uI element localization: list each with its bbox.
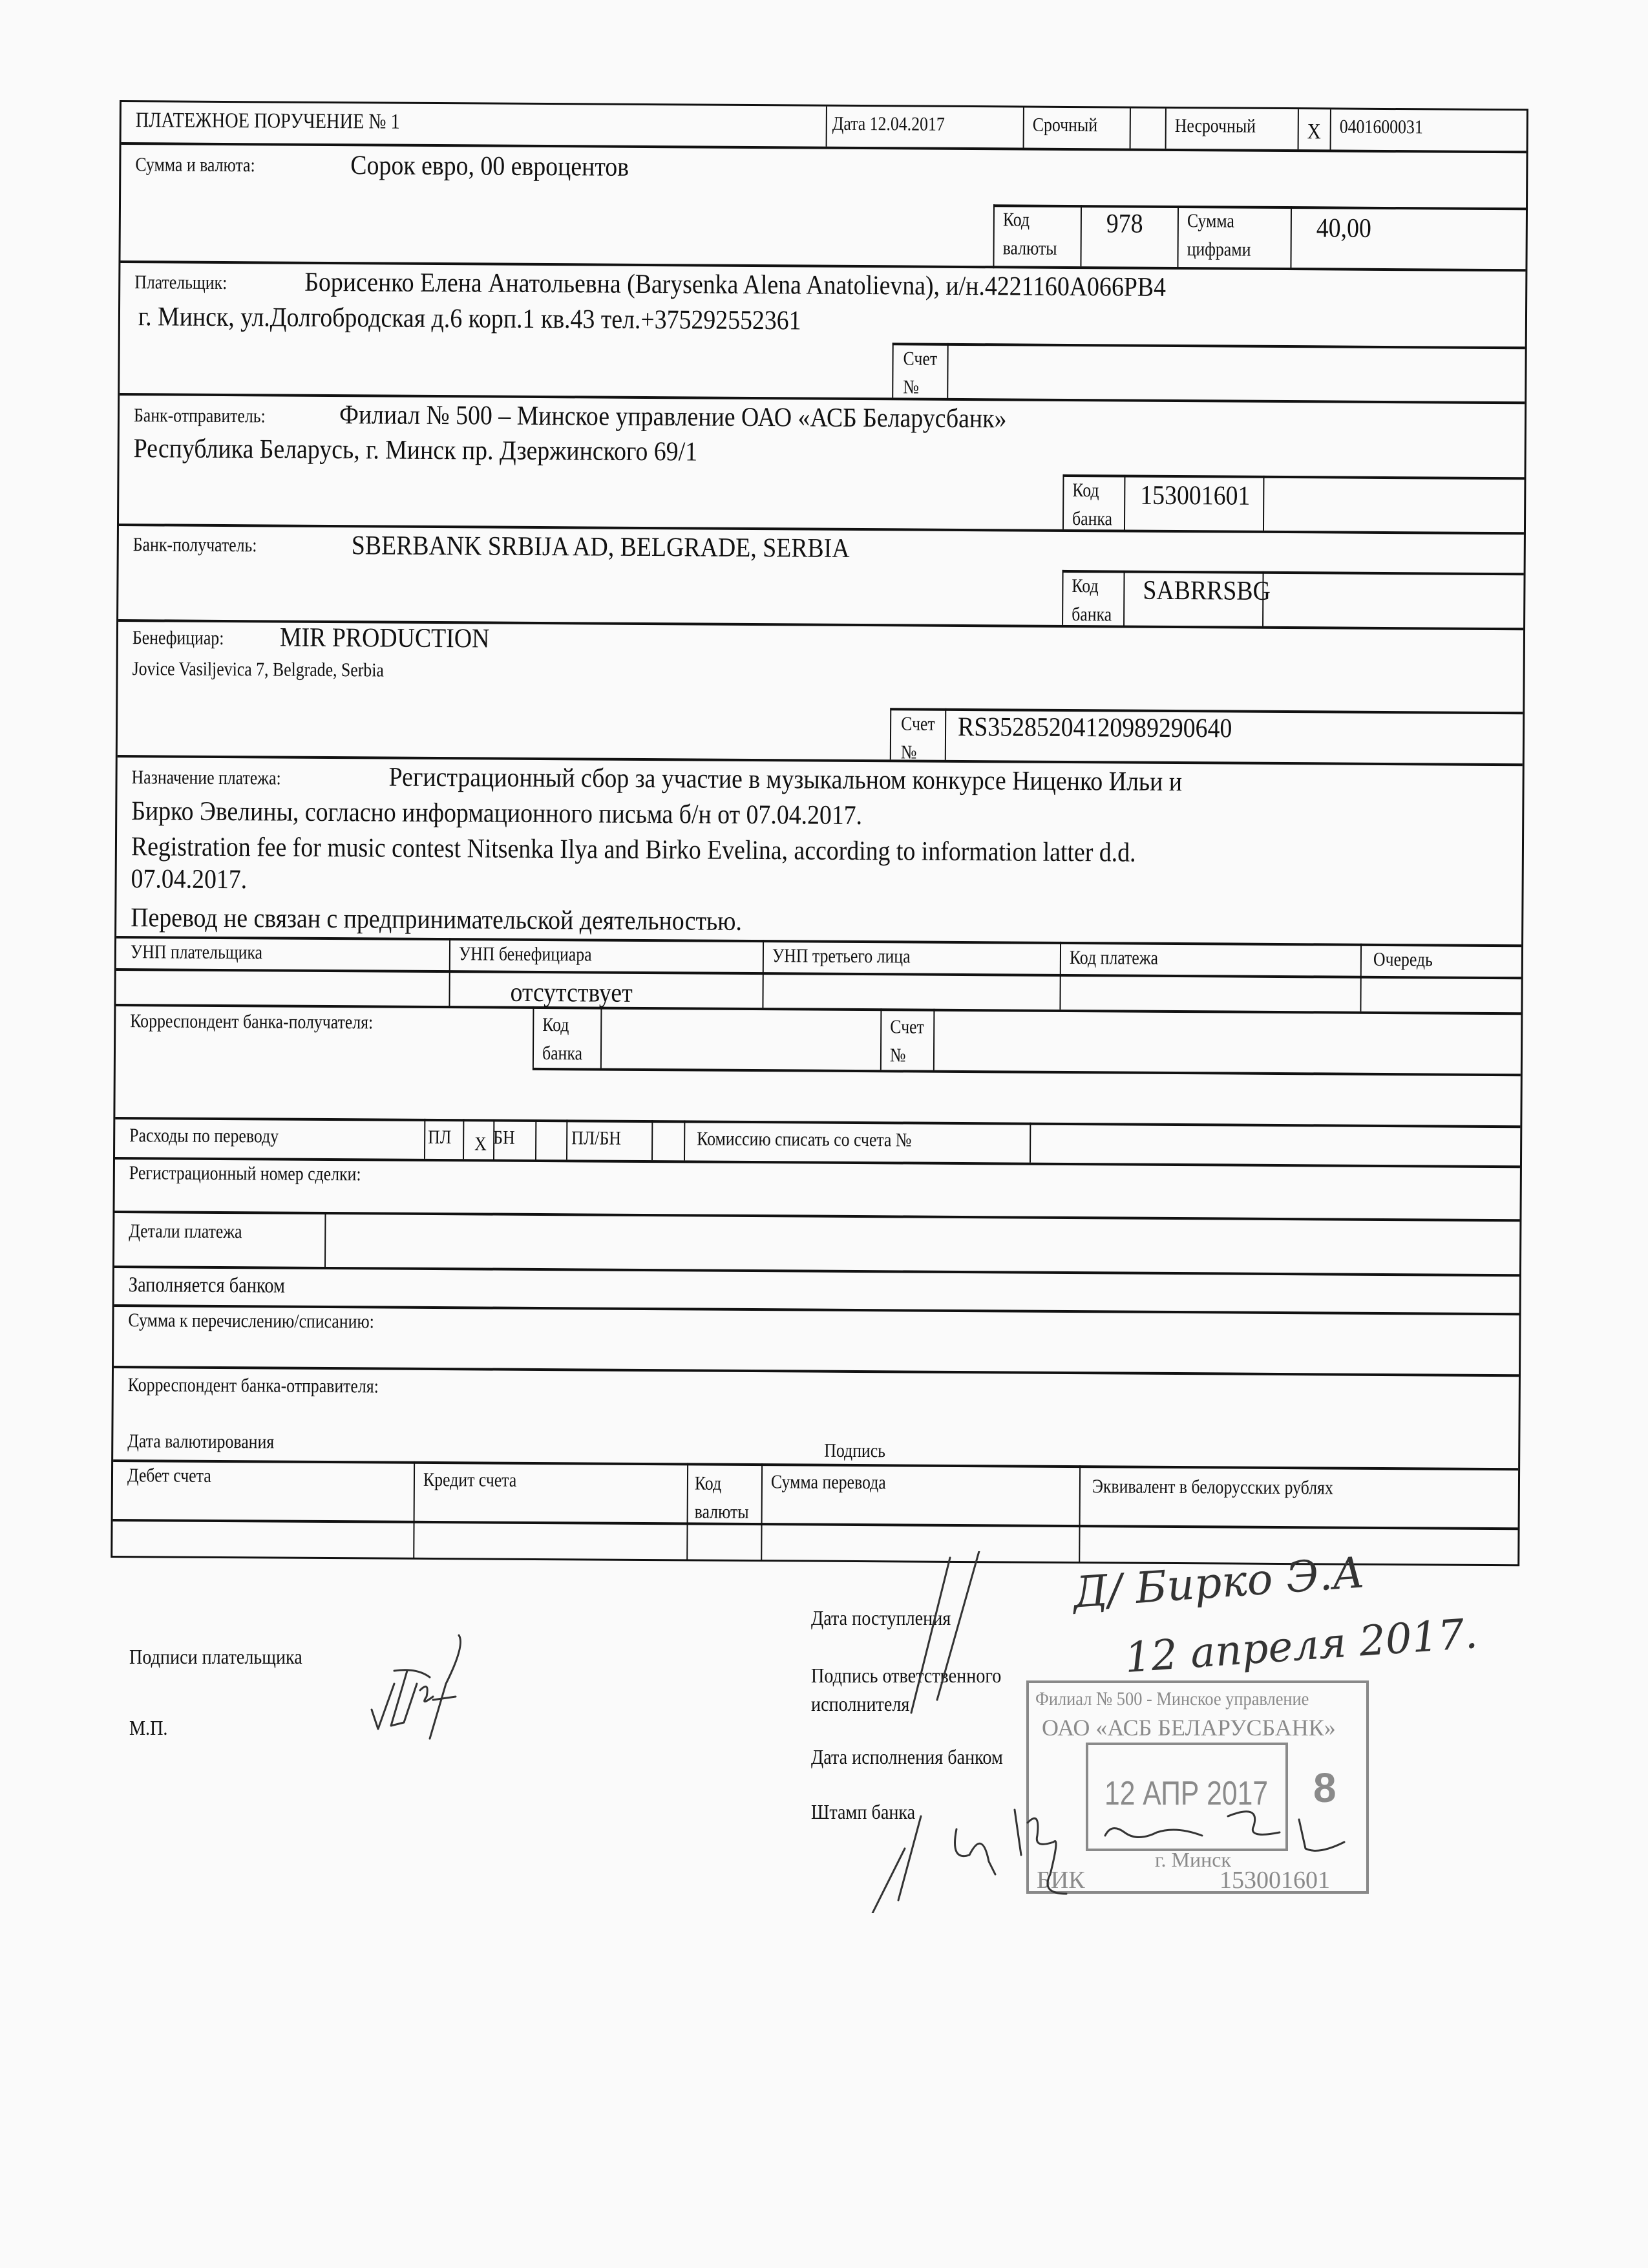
- fee-option-beneficiary-label: БН: [493, 1127, 515, 1149]
- purpose-line-4: 07.04.2017.: [131, 864, 248, 895]
- purpose-line-3: Registration fee for music contest Nitsenka Ilya and Birko Evelina, according to information latter d.d.: [131, 832, 1136, 868]
- stamp-signature-icon: [1008, 1797, 1370, 1900]
- payer-name: Борисенко Елена Анатольевна (Barysenka Alena Anatolievna), и/н.4221160А066РВ4: [304, 267, 1167, 302]
- currency-code-label: Код валюты: [1002, 209, 1057, 259]
- handwritten-note-line-1: Д/ Бирко Э.А: [1071, 1547, 1366, 1618]
- currency-code: 978: [1106, 209, 1143, 239]
- value-date-label: Дата валютирования: [127, 1430, 275, 1453]
- fee-option-beneficiary-checkbox[interactable]: X: [474, 1133, 487, 1155]
- bank-signature-label: Подпись: [824, 1439, 886, 1462]
- non-urgent-checkbox[interactable]: X: [1307, 120, 1321, 144]
- payer-signature-icon: [368, 1632, 485, 1742]
- sender-bank-label: Банк-отправитель:: [133, 405, 266, 427]
- beneficiary-name: MIR PRODUCTION: [279, 622, 490, 654]
- payer-label: Плательщик:: [134, 271, 227, 294]
- beneficiary-account-label: Счет №: [900, 713, 935, 763]
- payer-address: г. Минск, ул.Долгобродская д.6 корп.1 кв.43 тел.+375292552361: [138, 302, 801, 336]
- stamp-bank-name: ОАО «АСБ БЕЛАРУСБАНК»: [1042, 1715, 1336, 1741]
- bank-section-title: Заполняется банком: [128, 1273, 286, 1298]
- stamp-bik: 153001601: [1220, 1867, 1330, 1894]
- handwritten-note-line-2: 12 апреля 2017.: [1123, 1610, 1479, 1682]
- beneficiary-account: RS35285204120989290640: [957, 712, 1232, 744]
- commission-account-label: Комиссию списать со счета №: [697, 1128, 912, 1151]
- payment-order-form: [111, 100, 1528, 1566]
- ledger-header-debit: Дебет счета: [127, 1465, 211, 1487]
- amount-digits: 40,00: [1316, 213, 1372, 244]
- stamp-branch: Филиал № 500 - Минское управление: [1035, 1688, 1309, 1710]
- stamp-number: 8: [1313, 1765, 1336, 1811]
- ledger-header-transfer-amount: Сумма перевода: [770, 1471, 886, 1494]
- unp-beneficiary-value: отсутствует: [510, 977, 633, 1008]
- deal-registration-label: Регистрационный номер сделки:: [129, 1162, 361, 1185]
- bank-stamp-label: Штамп банка: [811, 1800, 916, 1823]
- recipient-bank-code-label: Код банка: [1072, 575, 1112, 626]
- purpose-line-1: Регистрационный сбор за участие в музыкальном конкурсе Ниценко Ильи и: [388, 762, 1183, 798]
- correspondent-code-label: Код банка: [542, 1014, 583, 1065]
- ledger-header-currency-code: Код валюты: [694, 1472, 749, 1523]
- sum-to-transfer-label: Сумма к перечислению/списанию:: [128, 1309, 374, 1333]
- amount-label: Сумма и валюта:: [135, 154, 255, 176]
- payer-signatures-label: Подписи плательщика: [129, 1645, 302, 1668]
- fee-option-payer-label: ПЛ: [428, 1126, 452, 1149]
- purpose-line-5: Перевод не связан с предпринимательской деятельностью.: [131, 903, 743, 937]
- stamp-date: 12 АПР 2017: [1104, 1775, 1269, 1812]
- receipt-date-label: Дата поступления: [811, 1606, 951, 1629]
- urgent-label: Срочный: [1032, 114, 1098, 136]
- payment-details-label: Детали платежа: [129, 1220, 242, 1243]
- purpose-label: Назначение платежа:: [131, 767, 281, 789]
- unp-header-third-party: УНП третьего лица: [772, 945, 911, 968]
- beneficiary-label: Бенефициар:: [132, 627, 224, 650]
- payer-account-label: Счет №: [903, 348, 938, 398]
- order-date: 12.04.2017: [869, 113, 945, 135]
- fees-label: Расходы по переводу: [129, 1125, 279, 1147]
- ledger-header-credit: Кредит счета: [423, 1468, 517, 1491]
- ledger-header-byn-equivalent: Эквивалент в белорусских рублях: [1092, 1476, 1333, 1499]
- recipient-bank-code: SABRRSBG: [1143, 575, 1271, 606]
- stamp-city: г. Минск: [1155, 1848, 1231, 1871]
- sender-bank-address: Республика Беларусь, г. Минск пр. Дзержинского 69/1: [133, 434, 698, 467]
- sender-bank-code: 153001601: [1140, 480, 1251, 511]
- date-field: Дата 12.04.2017: [832, 112, 945, 135]
- fee-option-shared-label: ПЛ/БН: [571, 1127, 622, 1149]
- recipient-bank-name: SBERBANK SRBIJA AD, BELGRADE, SERBIA: [351, 531, 850, 564]
- purpose-line-2: Бирко Эвелины, согласно информационного письма б/н от 07.04.2017.: [131, 796, 863, 831]
- order-number: 1: [390, 110, 400, 134]
- unp-header-beneficiary: УНП бенефициара: [458, 943, 592, 966]
- correspondent-sender-label: Корреспондент банка-отправителя:: [127, 1374, 379, 1397]
- stamp-bik-label: БИК: [1037, 1867, 1085, 1894]
- sender-bank-code-label: Код банка: [1072, 480, 1113, 530]
- seal-label: М.П.: [129, 1716, 168, 1739]
- unp-header-payer: УНП плательщика: [130, 941, 263, 964]
- non-urgent-label: Несрочный: [1174, 114, 1256, 137]
- unp-header-payment-code: Код платежа: [1069, 947, 1159, 969]
- unp-header-queue: Очередь: [1373, 948, 1433, 971]
- amount-in-words: Сорок евро, 00 евроцентов: [350, 151, 629, 182]
- correspondent-recipient-label: Корреспондент банка-получателя:: [130, 1010, 374, 1033]
- execution-date-label: Дата исполнения банком: [811, 1745, 1003, 1768]
- document-title: ПЛАТЕЖНОЕ ПОРУЧЕНИЕ № 1: [135, 109, 400, 134]
- form-code: 0401600031: [1339, 116, 1423, 138]
- recipient-bank-label: Банк-получатель:: [132, 534, 257, 556]
- amount-digits-label: Сумма цифрами: [1187, 210, 1251, 260]
- sender-bank-name: Филиал № 500 – Минское управление ОАО «АСБ Беларусбанк»: [339, 400, 1007, 434]
- beneficiary-address: Jovice Vasiljevica 7, Belgrade, Serbia: [132, 658, 384, 681]
- responsible-signature-label: Подпись ответственного исполнителя: [811, 1664, 1002, 1715]
- correspondent-account-label: Счет №: [889, 1016, 924, 1066]
